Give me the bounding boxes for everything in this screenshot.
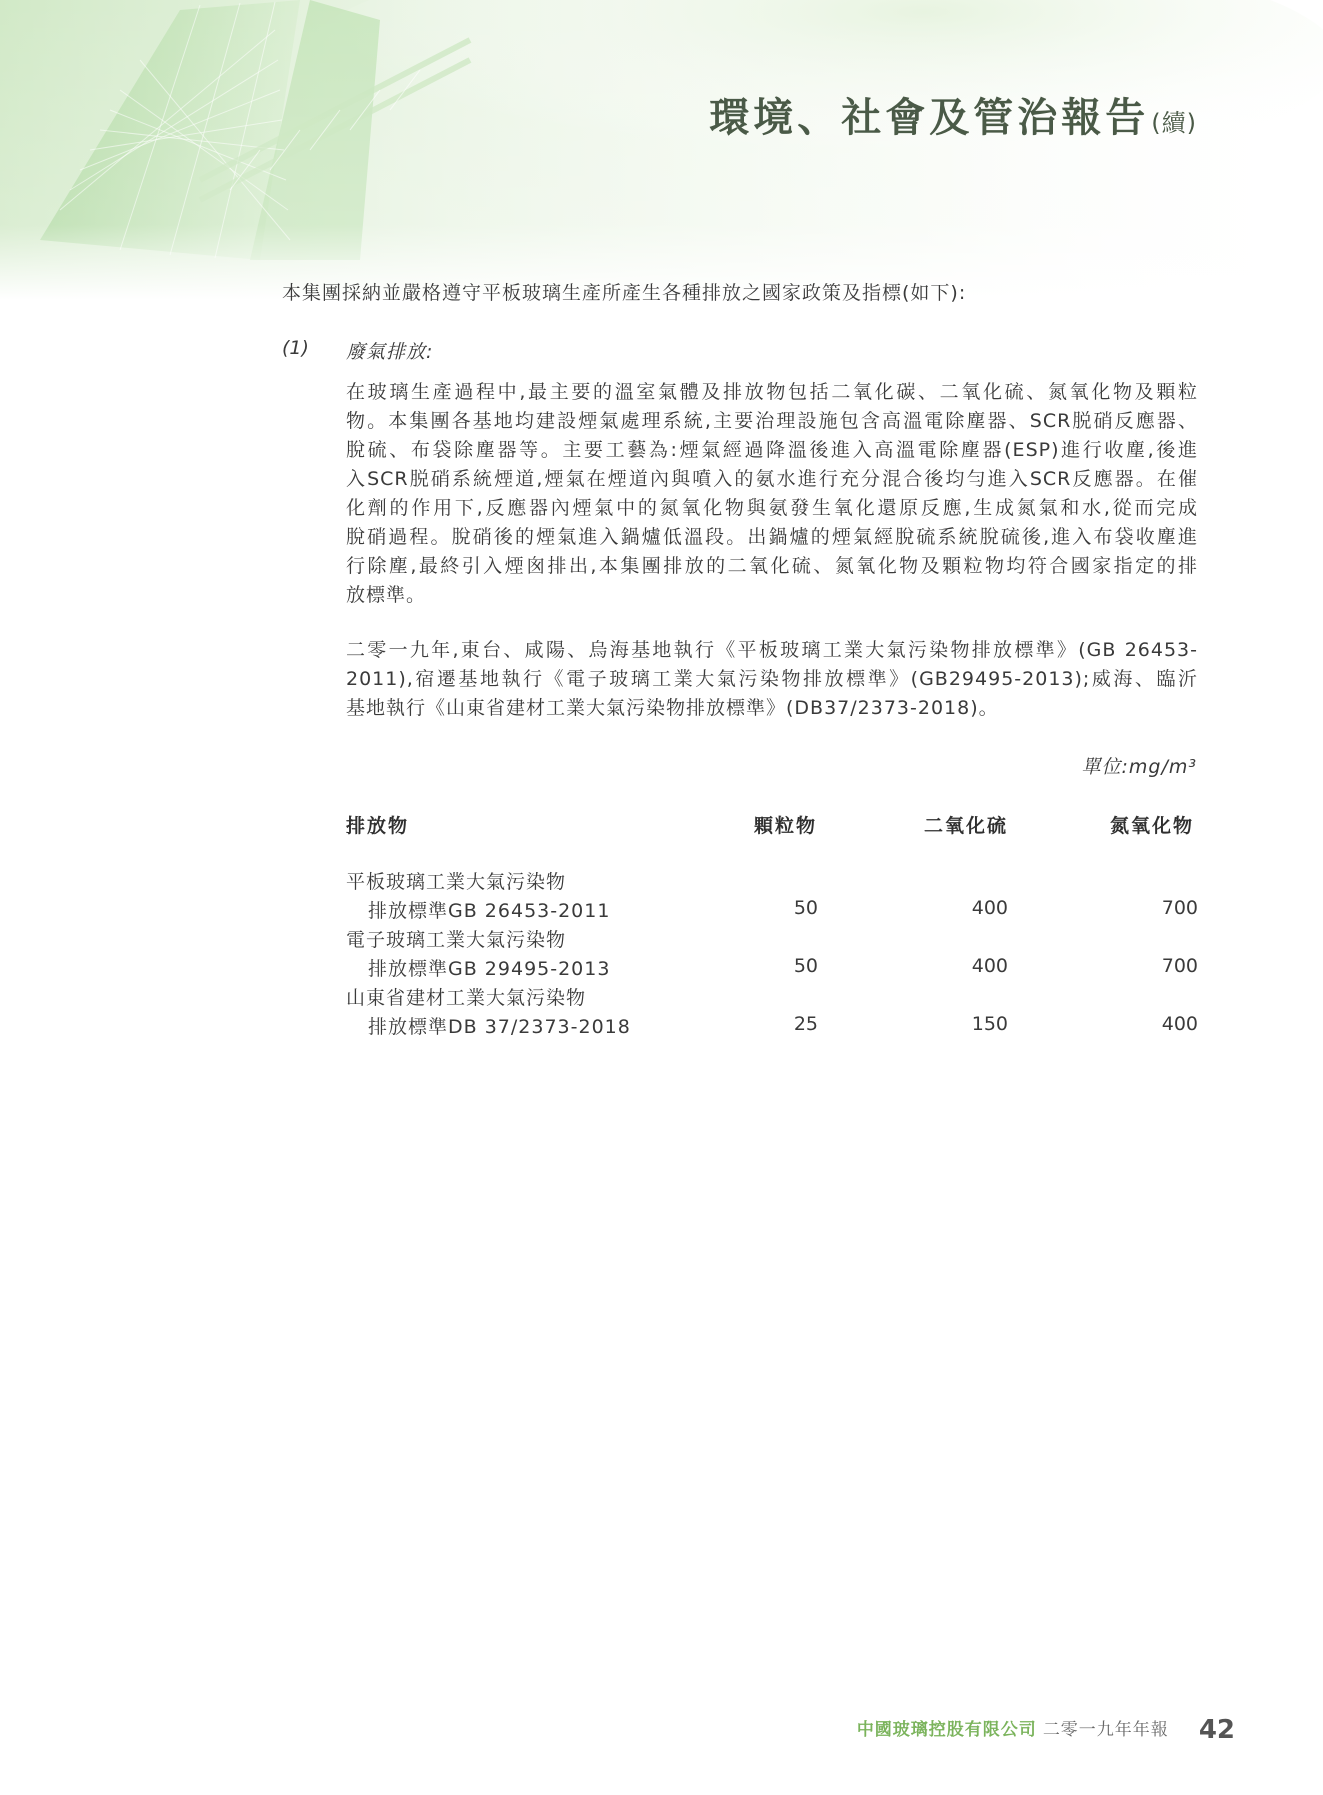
row-so2: 400	[971, 955, 1008, 977]
row-so2: 150	[971, 1013, 1008, 1035]
row-name-line1: 山東省建材工業大氣污染物	[346, 987, 587, 1009]
section-title: 廢氣排放:	[346, 341, 434, 363]
waste-gas-paragraph	[346, 378, 1198, 610]
unit-label: 單位:mg/m³	[1081, 756, 1197, 778]
page-number: 42	[1198, 1715, 1235, 1745]
row-name-line1: 平板玻璃工業大氣污染物	[346, 871, 567, 893]
paragraph-line: 物。本集團各基地均建設煙氣處理系統,主要治理設施包含高溫電除塵器、SCR脱硝反應器、	[346, 410, 1198, 432]
row-nox: 700	[1161, 955, 1198, 977]
row-name-line2: 排放標準GB 29495-2013	[368, 958, 611, 980]
header-building-artwork	[0, 0, 1323, 300]
table-row-name	[346, 984, 631, 1042]
row-nox: 400	[1161, 1013, 1198, 1035]
paragraph-line: 脫硝過程。脫硝後的煙氣進入鍋爐低溫段。出鍋爐的煙氣經脫硫系統脫硫後,進入布袋收塵進	[346, 526, 1198, 548]
footer-company: 中國玻璃控股有限公司	[856, 1720, 1037, 1740]
row-so2: 400	[971, 897, 1008, 919]
paragraph-line: 在玻璃生產過程中,最主要的溫室氣體及排放物包括二氧化碳、二氧化硫、氮氧化物及顆粒	[346, 381, 1198, 403]
page-title-text: 環境、社會及管治報告	[709, 95, 1150, 141]
row-name-line2: 排放標準GB 26453-2011	[368, 900, 611, 922]
page-title	[709, 86, 1197, 143]
table-row-name	[346, 868, 610, 926]
header-emission: 排放物	[346, 815, 410, 837]
row-particulate: 50	[793, 955, 818, 977]
standards-paragraph	[346, 636, 1198, 723]
row-particulate: 25	[793, 1013, 818, 1035]
table-row-name	[346, 926, 610, 984]
paragraph-line: 化劑的作用下,反應器內煙氣中的氮氧化物與氨發生氧化還原反應,生成氮氣和水,從而完成	[346, 497, 1198, 519]
row-name-line1: 電子玻璃工業大氣污染物	[346, 929, 567, 951]
paragraph-line: 2011),宿遷基地執行《電子玻璃工業大氣污染物排放標準》(GB29495-2013);威海、臨沂	[346, 668, 1198, 690]
paragraph-line: 二零一九年,東台、咸陽、烏海基地執行《平板玻璃工業大氣污染物排放標準》(GB 26453-	[346, 639, 1198, 661]
row-particulate: 50	[793, 897, 818, 919]
paragraph-line: 基地執行《山東省建材工業大氣污染物排放標準》(DB37/2373-2018)。	[346, 697, 999, 719]
header-so2: 二氧化硫	[924, 815, 1009, 837]
page-footer	[857, 1715, 1235, 1745]
header-particulate: 顆粒物	[754, 815, 818, 837]
row-name-line2: 排放標準DB 37/2373-2018	[368, 1016, 631, 1038]
footer-report: 二零一九年年報	[1042, 1720, 1169, 1740]
paragraph-line: 放標準。	[346, 584, 427, 606]
paragraph-line: 入SCR脱硝系統煙道,煙氣在煙道內與噴入的氨水進行充分混合後均勻進入SCR反應器。在催	[346, 468, 1198, 490]
section-number: (1)	[282, 337, 309, 359]
paragraph-line: 行除塵,最終引入煙囪排出,本集團排放的二氧化硫、氮氧化物及顆粒物均符合國家指定的排	[346, 555, 1198, 577]
row-nox: 700	[1161, 897, 1198, 919]
intro-text: 本集團採納並嚴格遵守平板玻璃生產所產生各種排放之國家政策及指標(如下):	[282, 282, 967, 304]
header-nox: 氮氧化物	[1110, 815, 1195, 837]
page-title-suffix: (續)	[1151, 109, 1197, 137]
paragraph-line: 脫硫、布袋除塵器等。主要工藝為:煙氣經過降溫後進入高溫電除塵器(ESP)進行收塵,後進	[346, 439, 1198, 461]
